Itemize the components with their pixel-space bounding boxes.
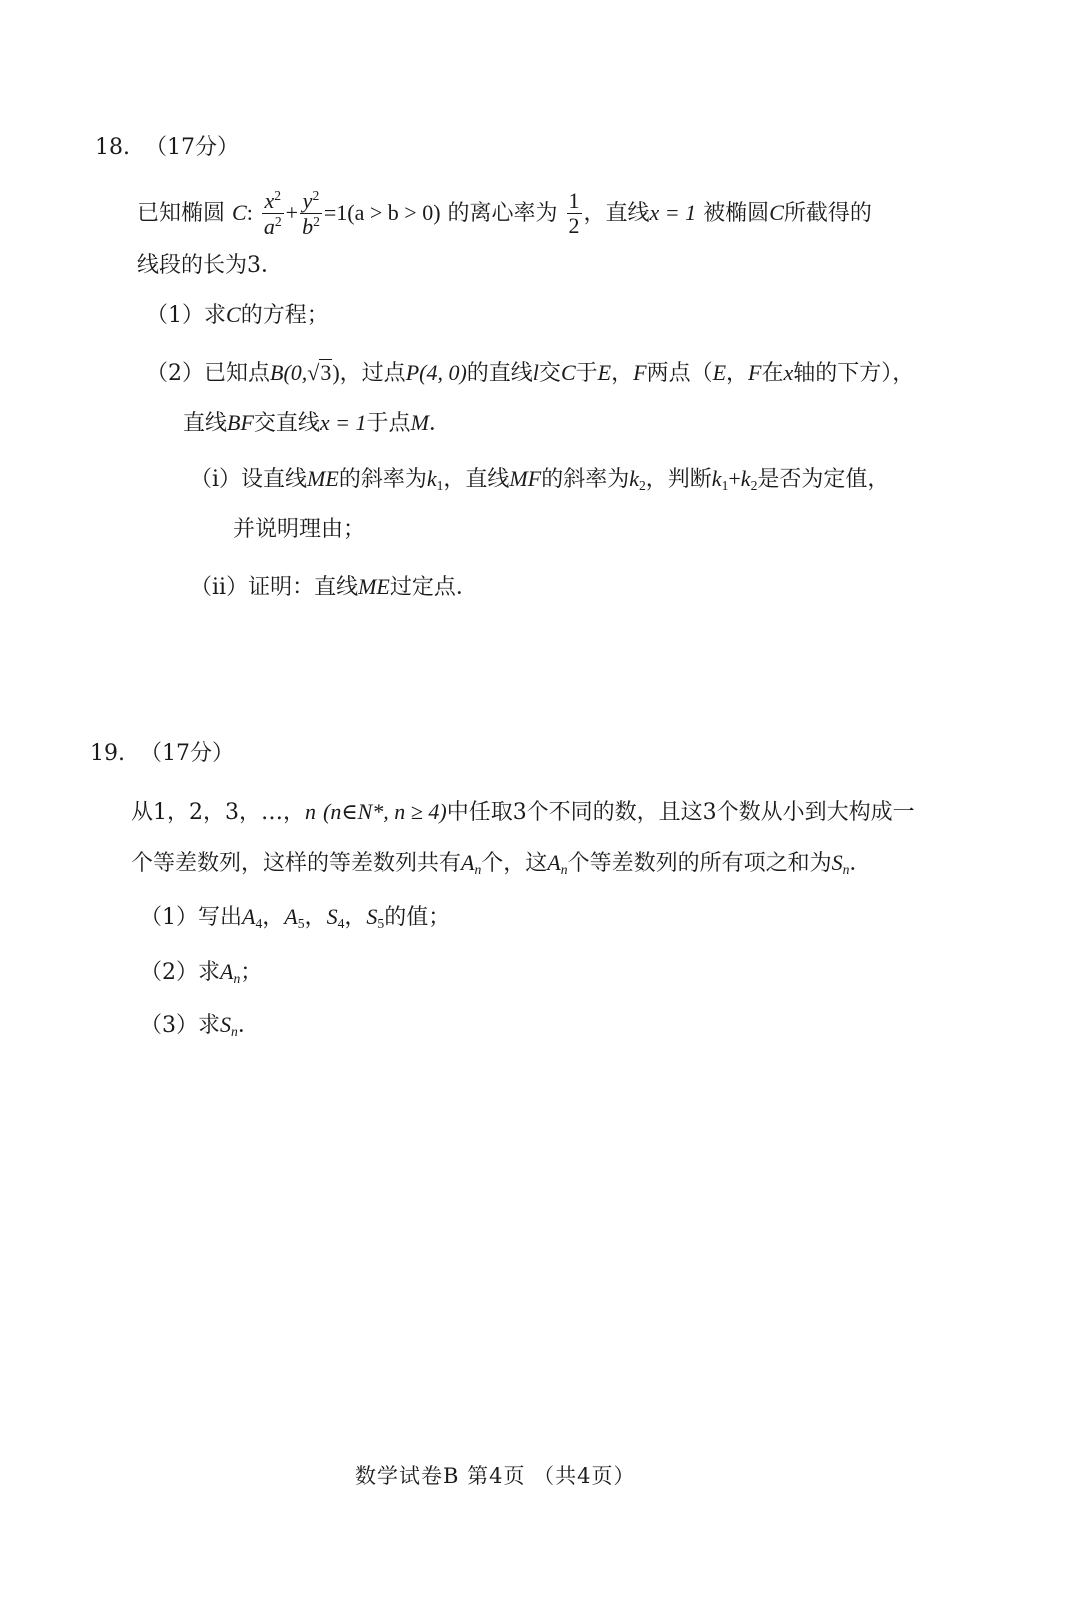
q18-stem-mid4: 所截得的 [783, 200, 872, 226]
q18-pi-t3: 的斜率为 [541, 467, 630, 492]
q18-p2-t6: 两点（ [646, 361, 713, 386]
q18-stem-line2: 线段的长为3． [137, 253, 283, 278]
q18-pi-t4: ，判断 [645, 467, 712, 492]
k2-k: k [629, 466, 639, 491]
line-ME: ME [307, 466, 339, 491]
q19-stem-a: 从1，2，3，…， [131, 800, 305, 825]
q18-p2-l2d: ． [428, 411, 451, 436]
q18-p2-label: （2）已知点 [146, 361, 270, 386]
q18-stem-mid2: ，直线 [583, 200, 650, 226]
q19-cond: (n∈N*, n ≥ 4) [323, 799, 447, 824]
q19-l2b: 个，这 [481, 851, 548, 876]
S5: S [366, 904, 378, 929]
ecc-num: 1 [568, 188, 580, 214]
q19-header [90, 736, 234, 767]
frac2-den-exp: 2 [313, 214, 320, 230]
sqrt-3: 3 [320, 360, 332, 385]
q18-pi-t5: 是否为定值， [757, 467, 890, 492]
sum-k2-sub: 2 [750, 478, 758, 494]
q19-stem-line2 [131, 846, 871, 878]
q18-p2-t4: 于 [575, 361, 598, 386]
A-n-1: A [461, 850, 475, 875]
q18-p2-l2a: 直线 [183, 411, 228, 436]
q19-p1-label: （1）写出 [140, 905, 242, 930]
frac2-den: b [302, 214, 314, 240]
S-n-sub: n [842, 862, 850, 878]
point-F-2: F [748, 360, 762, 385]
q18-line-eq: x = 1 [649, 199, 697, 225]
q18-p2-t9: 轴的下方）， [793, 361, 915, 386]
point-B: B(0, [270, 360, 308, 385]
k1-k: k [426, 466, 437, 491]
S-n-2-sub: n [231, 1024, 238, 1040]
q18-p2-t2: 的直线 [466, 361, 533, 386]
S4-sub: 4 [337, 916, 345, 932]
sum-k2: k [740, 466, 751, 491]
q18-p2-t8: 在 [761, 361, 784, 386]
line-MF: MF [509, 466, 542, 491]
line-x1: x = 1 [319, 410, 367, 435]
sum-plus: + [728, 466, 741, 491]
A-n-3-sub: n [233, 971, 241, 987]
q18-part2-i-line1 [190, 462, 889, 494]
q19-c3: ， [344, 905, 367, 930]
point-F: F [633, 360, 647, 385]
q19-number: 19. [90, 741, 125, 766]
sum-k1: k [711, 466, 722, 491]
point-E-2: E [712, 360, 727, 385]
q18-pii-tail: 过定点． [389, 575, 478, 600]
q18-part2-i-line2: 并说明理由； [233, 517, 366, 542]
page-footer: 数学试卷B 第4页 （共4页） [355, 1464, 636, 1488]
q19-c1: ， [262, 905, 285, 930]
sum-k1-sub: 1 [721, 478, 729, 494]
q18-p1-label: （1）求 [146, 303, 226, 328]
q18-ecc-frac [567, 189, 582, 238]
frac2-num-exp: 2 [312, 188, 320, 203]
q18-ellipse-name: C [232, 199, 247, 225]
A4-sub: 4 [255, 916, 263, 932]
k2-sub: 2 [638, 478, 646, 494]
q19-p3-label: （3）求 [140, 1013, 220, 1038]
q19-stem-b: 中任取3个不同的数，且这3个数从小到大构成一 [446, 800, 915, 825]
S5-sub: 5 [377, 916, 385, 932]
q18-pi-t2: ，直线 [443, 467, 510, 492]
q18-part1 [146, 298, 329, 329]
q19-p3-tail: ． [237, 1013, 260, 1038]
q19-c2: ， [304, 905, 327, 930]
S-n: S [831, 850, 843, 875]
q18-p2-l2b: 交直线 [253, 411, 320, 436]
q18-p1-C: C [226, 302, 241, 327]
q19-n: n [305, 799, 316, 824]
S-n-2: S [220, 1012, 231, 1037]
S4: S [326, 904, 338, 929]
q18-header [95, 130, 239, 161]
point-P: P(4, 0) [405, 360, 467, 385]
A-n-3: A [220, 959, 234, 984]
A-n-1-sub: n [474, 862, 482, 878]
q18-pii-label: （ii）证明：直线 [190, 575, 359, 600]
q18-p2-t7: ， [726, 361, 749, 386]
q18-frac-y [300, 188, 322, 240]
q19-stem-line1 [131, 795, 915, 826]
k1-sub: 1 [436, 478, 444, 494]
q18-frac-x [262, 188, 284, 240]
point-M: M [410, 410, 429, 435]
q19-l2a: 个等差数列，这样的等差数列共有 [131, 851, 462, 876]
q18-p2-t5: ， [611, 361, 634, 386]
q18-part2-line1: （2）已知点B(0,√3)，过点P(4, 0)的直线l交C于E，F两点（E，F在x轴的下方）， [146, 360, 915, 386]
line-ME-2: ME [358, 574, 390, 599]
q18-pi-label: （i）设直线 [190, 467, 308, 492]
q19-l2d: ． [849, 851, 872, 876]
q18-ellipse-name-2: C [769, 199, 784, 225]
q19-p2-label: （2）求 [140, 960, 220, 985]
frac1-den: a [263, 214, 275, 240]
A5: A [284, 904, 298, 929]
q19-part3 [140, 1008, 260, 1040]
q18-number: 18. [95, 135, 130, 160]
q18-stem-mid3: 被椭圆 [703, 200, 770, 226]
A-n-2: A [547, 850, 561, 875]
q18-score: （17分） [145, 135, 239, 160]
q18-stem-pre: 已知椭圆 [137, 200, 226, 226]
q19-part1 [140, 900, 450, 932]
A5-sub: 5 [297, 916, 305, 932]
q18-p1-tail: 的方程； [240, 303, 329, 328]
q19-part2 [140, 955, 262, 987]
frac1-num: x [264, 188, 275, 214]
q18-p2-t3: 交 [538, 361, 561, 386]
q18-stem-line1: 已知椭圆 C: $\frac{x^2}{a^2}$ + $\frac{y^2}{b^2}$ =1(a > b > 0) 的离心率为 $\frac{1}{2}$ ，直线x = 1 被椭圆C所截得的 [137, 188, 872, 240]
q19-p1-tail: 的值； [384, 905, 451, 930]
q19-l2c: 个等差数列的所有项之和为 [567, 851, 832, 876]
q18-stem-mid1: 的离心率为 [447, 200, 558, 226]
q18-part2-ii [190, 570, 478, 601]
ecc-den: 2 [568, 213, 580, 239]
q18-part2-line2 [183, 406, 451, 437]
ellipse-C: C [560, 360, 576, 385]
q18-p2-l2c: 于点 [366, 411, 411, 436]
A-n-2-sub: n [560, 862, 568, 878]
point-E: E [597, 360, 612, 385]
x-axis-var: x [783, 360, 794, 385]
q19-p2-tail: ； [240, 960, 263, 985]
q18-eq-tail: =1(a > b > 0) [323, 199, 441, 225]
line-BF: BF [227, 410, 254, 435]
frac1-den-exp: 2 [274, 214, 282, 230]
line-l: l [532, 360, 539, 385]
frac1-num-exp: 2 [274, 188, 282, 203]
q18-p2-t1: ，过点 [339, 361, 406, 386]
point-B-close: ) [332, 360, 340, 385]
frac2-num: y [302, 188, 313, 214]
q19-score: （17分） [140, 741, 234, 766]
A4: A [242, 904, 256, 929]
q18-pi-t1: 的斜率为 [338, 467, 427, 492]
